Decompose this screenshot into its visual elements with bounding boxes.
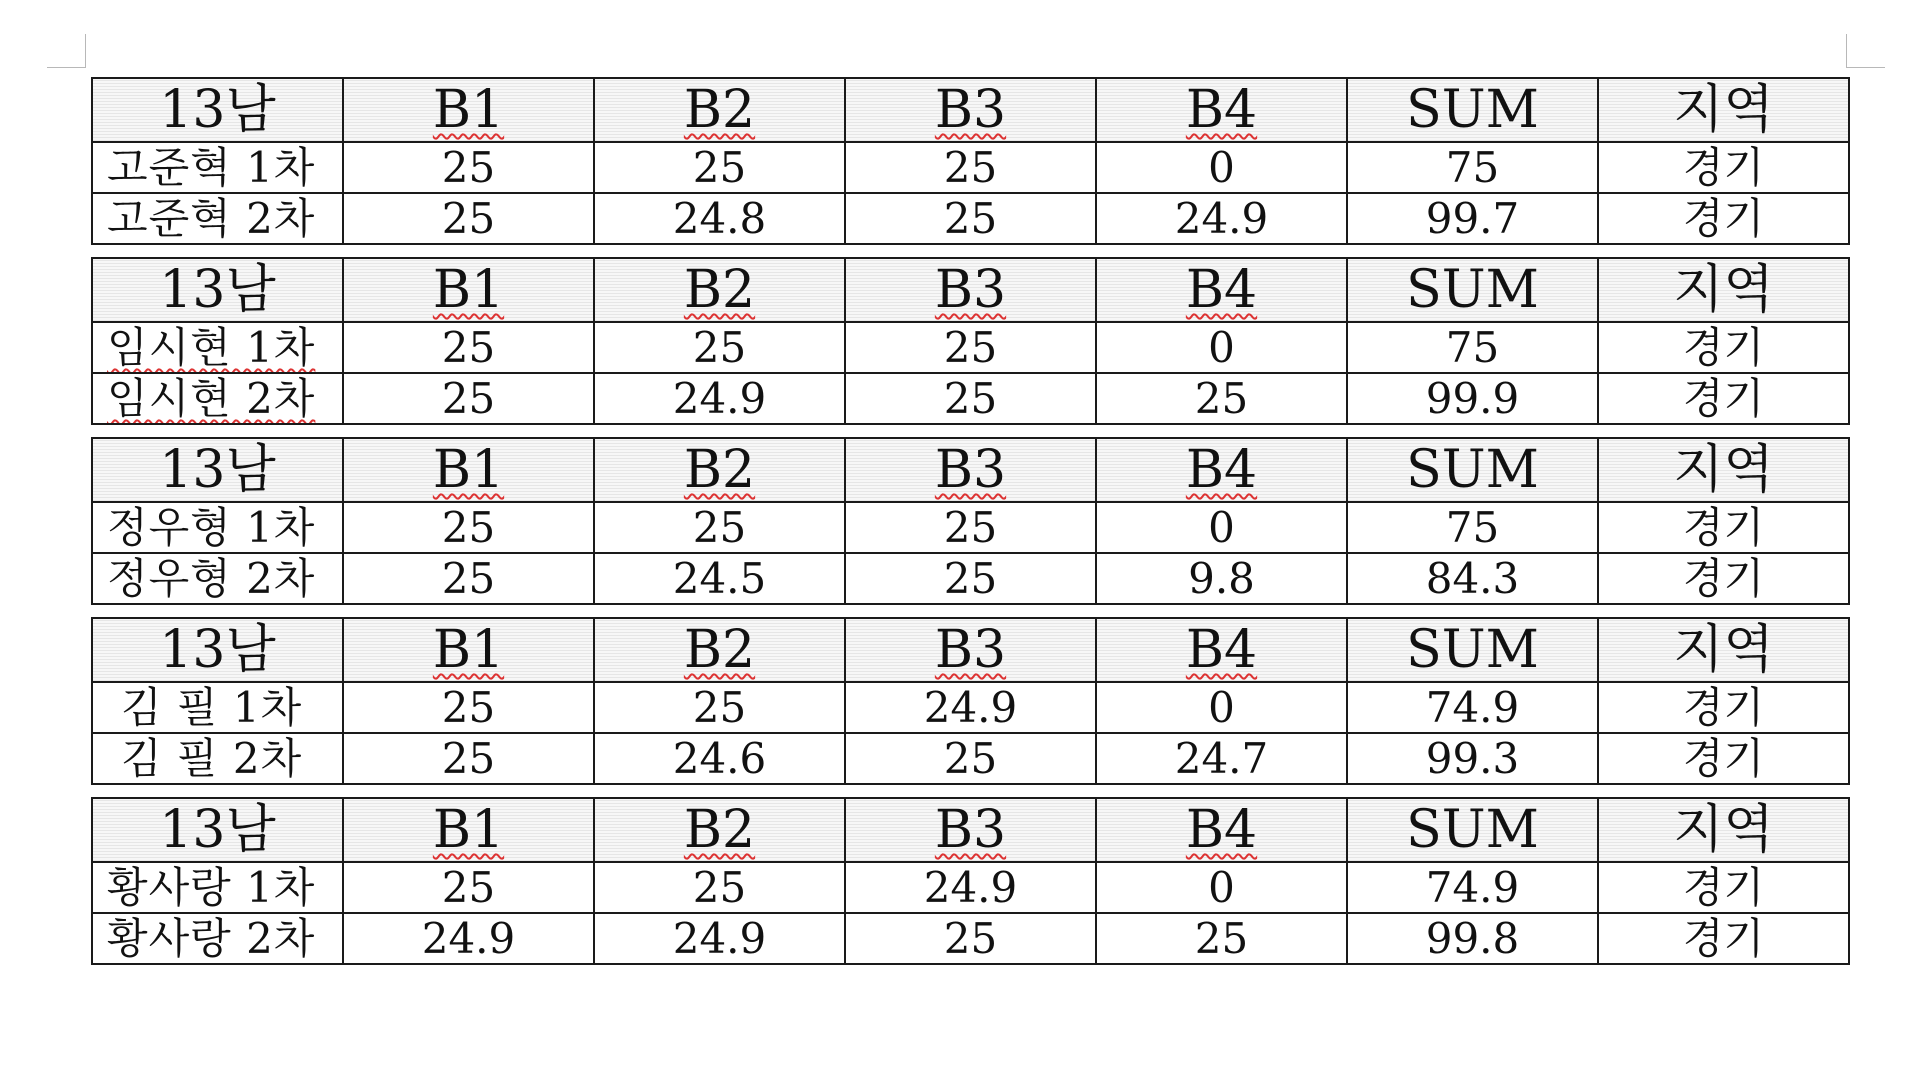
header-b1: B1 [343, 258, 594, 322]
header-region: 지역 [1598, 618, 1849, 682]
athlete-name: 김 필 1차 [92, 682, 343, 733]
table-row [92, 682, 1849, 733]
score-b3: 25 [845, 913, 1096, 964]
header-sum: SUM [1347, 78, 1598, 142]
table-row [92, 193, 1849, 244]
header-b2: B2 [594, 618, 845, 682]
table-row [92, 142, 1849, 193]
table-header-row [92, 258, 1849, 322]
region: 경기 [1598, 193, 1849, 244]
header-region: 지역 [1598, 438, 1849, 502]
score-b1: 25 [343, 373, 594, 424]
score-b2: 24.9 [594, 913, 845, 964]
score-b4: 0 [1096, 502, 1347, 553]
header-sum: SUM [1347, 438, 1598, 502]
table-row [92, 733, 1849, 784]
athlete-name: 김 필 2차 [92, 733, 343, 784]
score-table [91, 617, 1850, 785]
crop-mark-right [1846, 34, 1885, 68]
region: 경기 [1598, 142, 1849, 193]
header-b2: B2 [594, 78, 845, 142]
header-b1: B1 [343, 78, 594, 142]
score-sum: 74.9 [1347, 682, 1598, 733]
score-b2: 24.6 [594, 733, 845, 784]
score-table [91, 797, 1850, 965]
athlete-name: 고준혁 2차 [92, 193, 343, 244]
region: 경기 [1598, 913, 1849, 964]
header-b4: B4 [1096, 438, 1347, 502]
header-b3: B3 [845, 438, 1096, 502]
header-sum: SUM [1347, 618, 1598, 682]
score-b1: 25 [343, 502, 594, 553]
score-b3: 25 [845, 193, 1096, 244]
athlete-name: 정우형 1차 [92, 502, 343, 553]
score-table [91, 257, 1850, 425]
score-b2: 24.5 [594, 553, 845, 604]
header-b2: B2 [594, 258, 845, 322]
score-sum: 99.3 [1347, 733, 1598, 784]
region: 경기 [1598, 322, 1849, 373]
score-b4: 0 [1096, 142, 1347, 193]
score-b3: 24.9 [845, 682, 1096, 733]
table-row [92, 502, 1849, 553]
header-b4: B4 [1096, 618, 1347, 682]
score-sum: 75 [1347, 502, 1598, 553]
header-b4: B4 [1096, 798, 1347, 862]
athlete-name: 황사랑 2차 [92, 913, 343, 964]
score-b1: 25 [343, 553, 594, 604]
athlete-name: 임시현 1차 [92, 322, 343, 373]
table-header-row [92, 798, 1849, 862]
header-b3: B3 [845, 618, 1096, 682]
region: 경기 [1598, 373, 1849, 424]
score-table [91, 437, 1850, 605]
header-b4: B4 [1096, 78, 1347, 142]
score-b4: 25 [1096, 373, 1347, 424]
score-b2: 25 [594, 142, 845, 193]
score-b3: 25 [845, 142, 1096, 193]
table-row [92, 913, 1849, 964]
score-b3: 25 [845, 733, 1096, 784]
score-sum: 99.7 [1347, 193, 1598, 244]
score-b4: 9.8 [1096, 553, 1347, 604]
athlete-name: 정우형 2차 [92, 553, 343, 604]
header-b3: B3 [845, 258, 1096, 322]
header-group: 13남 [92, 258, 343, 322]
score-sum: 75 [1347, 142, 1598, 193]
athlete-name: 황사랑 1차 [92, 862, 343, 913]
score-b4: 24.9 [1096, 193, 1347, 244]
table-row [92, 322, 1849, 373]
score-b1: 25 [343, 193, 594, 244]
score-sum: 84.3 [1347, 553, 1598, 604]
score-b4: 0 [1096, 682, 1347, 733]
header-b3: B3 [845, 78, 1096, 142]
score-b3: 25 [845, 322, 1096, 373]
score-b2: 25 [594, 322, 845, 373]
score-b1: 24.9 [343, 913, 594, 964]
score-b1: 25 [343, 682, 594, 733]
score-b4: 24.7 [1096, 733, 1347, 784]
table-row [92, 862, 1849, 913]
athlete-name: 고준혁 1차 [92, 142, 343, 193]
header-sum: SUM [1347, 258, 1598, 322]
header-b2: B2 [594, 798, 845, 862]
header-group: 13남 [92, 618, 343, 682]
score-b1: 25 [343, 733, 594, 784]
header-group: 13남 [92, 798, 343, 862]
score-b2: 25 [594, 862, 845, 913]
score-b4: 25 [1096, 913, 1347, 964]
score-sum: 75 [1347, 322, 1598, 373]
score-b3: 25 [845, 553, 1096, 604]
header-b1: B1 [343, 618, 594, 682]
header-region: 지역 [1598, 798, 1849, 862]
score-b3: 25 [845, 502, 1096, 553]
score-b3: 25 [845, 373, 1096, 424]
region: 경기 [1598, 733, 1849, 784]
score-b2: 25 [594, 682, 845, 733]
table-header-row [92, 438, 1849, 502]
header-group: 13남 [92, 438, 343, 502]
header-b1: B1 [343, 798, 594, 862]
score-b4: 0 [1096, 322, 1347, 373]
table-header-row [92, 78, 1849, 142]
score-tables [91, 77, 1849, 977]
table-row [92, 553, 1849, 604]
region: 경기 [1598, 553, 1849, 604]
score-b2: 24.9 [594, 373, 845, 424]
score-sum: 74.9 [1347, 862, 1598, 913]
header-sum: SUM [1347, 798, 1598, 862]
score-b1: 25 [343, 322, 594, 373]
score-b1: 25 [343, 142, 594, 193]
score-b4: 0 [1096, 862, 1347, 913]
score-b2: 24.8 [594, 193, 845, 244]
score-b3: 24.9 [845, 862, 1096, 913]
score-b2: 25 [594, 502, 845, 553]
table-row [92, 373, 1849, 424]
header-b2: B2 [594, 438, 845, 502]
region: 경기 [1598, 862, 1849, 913]
score-table [91, 77, 1850, 245]
score-b1: 25 [343, 862, 594, 913]
crop-mark-left [47, 34, 86, 68]
header-region: 지역 [1598, 78, 1849, 142]
header-b4: B4 [1096, 258, 1347, 322]
header-group: 13남 [92, 78, 343, 142]
header-b3: B3 [845, 798, 1096, 862]
score-sum: 99.9 [1347, 373, 1598, 424]
header-b1: B1 [343, 438, 594, 502]
table-header-row [92, 618, 1849, 682]
region: 경기 [1598, 502, 1849, 553]
athlete-name: 임시현 2차 [92, 373, 343, 424]
header-region: 지역 [1598, 258, 1849, 322]
score-sum: 99.8 [1347, 913, 1598, 964]
region: 경기 [1598, 682, 1849, 733]
